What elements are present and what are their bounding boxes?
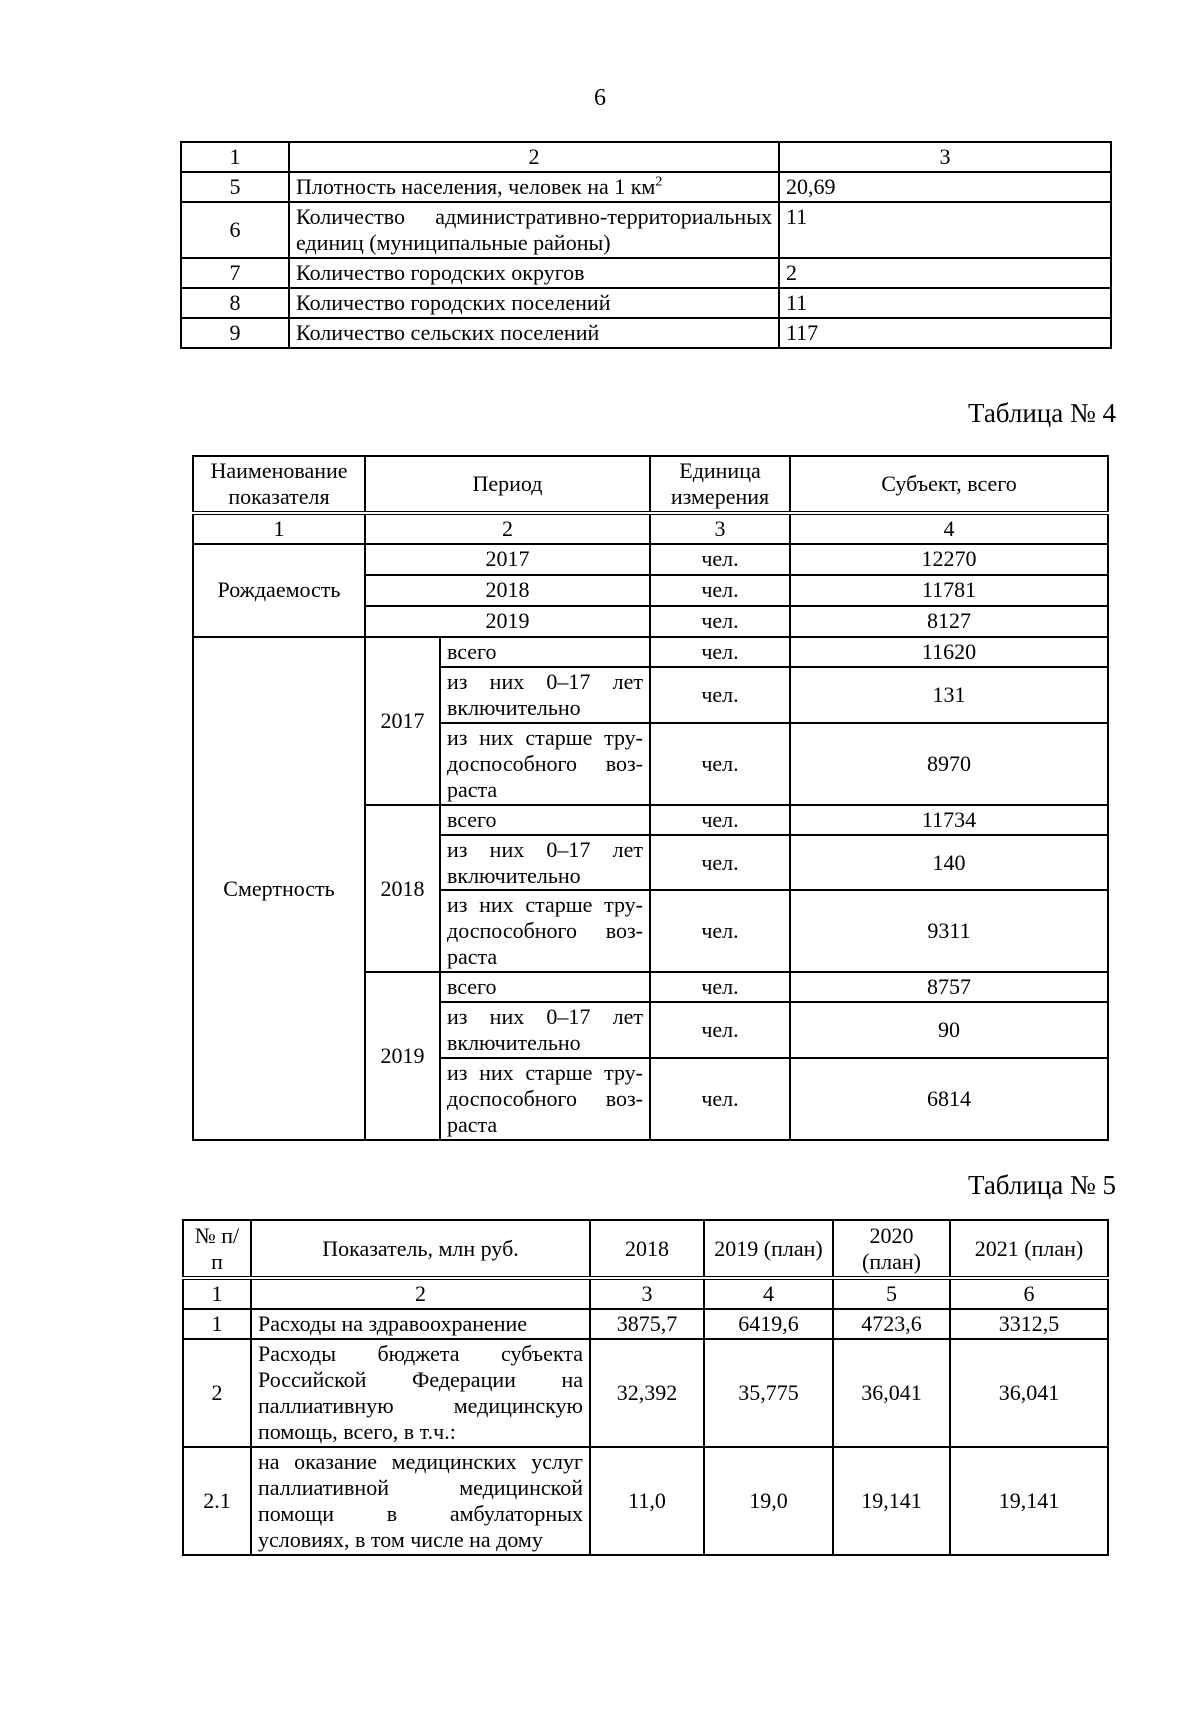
page-number: 6 xyxy=(594,85,606,111)
value-cell: 6814 xyxy=(790,1058,1108,1140)
row-number: 2.1 xyxy=(183,1447,251,1555)
col-number: 4 xyxy=(704,1278,833,1309)
unit-cell: чел. xyxy=(650,575,790,606)
table-row xyxy=(193,544,1108,575)
value-cell: 8970 xyxy=(790,723,1108,805)
value-cell: 19,141 xyxy=(833,1447,950,1555)
row-value: 11 xyxy=(779,288,1111,318)
row-label: Количество административно-территориальных единиц (муниципальные районы) xyxy=(289,202,779,258)
sub-label: из них старше тру-доспособного воз-раста xyxy=(440,890,650,972)
value-cell: 11781 xyxy=(790,575,1108,606)
table-row xyxy=(181,172,1111,202)
table-row xyxy=(181,318,1111,348)
value-cell: 36,041 xyxy=(833,1339,950,1447)
row-label: Расходы бюджета субъекта Российской Федерации на паллиативную медицинскую помощь, всего, в т.ч.: xyxy=(251,1339,590,1447)
row-value: 2 xyxy=(779,258,1111,288)
col-number: 1 xyxy=(183,1278,251,1309)
col-number: 3 xyxy=(650,513,790,544)
row-number: 8 xyxy=(181,288,289,318)
row-number: 7 xyxy=(181,258,289,288)
value-cell: 19,141 xyxy=(950,1447,1108,1555)
value-cell: 36,041 xyxy=(950,1339,1108,1447)
value-cell: 11,0 xyxy=(590,1447,704,1555)
table-row xyxy=(181,288,1111,318)
col-number: 1 xyxy=(181,142,289,172)
sub-label: всего xyxy=(440,972,650,1002)
unit-cell: чел. xyxy=(650,835,790,891)
table-4-caption: Таблица № 4 xyxy=(968,398,1116,428)
table-header-row xyxy=(181,142,1111,172)
unit-cell: чел. xyxy=(650,972,790,1002)
col-number: 2 xyxy=(365,513,650,544)
unit-cell: чел. xyxy=(650,890,790,972)
sub-label: из них 0–17 лет включительно xyxy=(440,667,650,723)
value-cell: 90 xyxy=(790,1002,1108,1058)
unit-cell: чел. xyxy=(650,805,790,835)
unit-cell: чел. xyxy=(650,1058,790,1140)
column-number-row xyxy=(193,513,1108,544)
superscript: 2 xyxy=(655,174,663,190)
table-5 xyxy=(182,1219,1109,1556)
indicator-label: Смертность xyxy=(193,637,365,1140)
header-cell: Наименование показателя xyxy=(193,456,365,513)
row-label: Количество городских поселений xyxy=(289,288,779,318)
sub-label: из них 0–17 лет включительно xyxy=(440,1002,650,1058)
row-number: 6 xyxy=(181,202,289,258)
sub-label: из них старше тру-доспособного воз-раста xyxy=(440,1058,650,1140)
header-cell: 2020 (план) xyxy=(833,1220,950,1278)
col-number: 6 xyxy=(950,1278,1108,1309)
table-row xyxy=(181,258,1111,288)
row-label: Количество городских округов xyxy=(289,258,779,288)
table-5-caption: Таблица № 5 xyxy=(968,1170,1116,1200)
period-cell: 2017 xyxy=(365,544,650,575)
header-cell: Показатель, млн руб. xyxy=(251,1220,590,1278)
table-header-row xyxy=(193,456,1108,513)
period-cell: 2019 xyxy=(365,606,650,637)
year-cell: 2018 xyxy=(365,805,440,973)
year-cell: 2017 xyxy=(365,637,440,805)
value-cell: 19,0 xyxy=(704,1447,833,1555)
table-row xyxy=(183,1447,1108,1555)
unit-cell: чел. xyxy=(650,1002,790,1058)
col-number: 5 xyxy=(833,1278,950,1309)
period-cell: 2018 xyxy=(365,575,650,606)
header-cell: Единица измерения xyxy=(650,456,790,513)
header-cell: Субъект, всего xyxy=(790,456,1108,513)
col-number: 2 xyxy=(251,1278,590,1309)
value-cell: 131 xyxy=(790,667,1108,723)
row-label: Количество сельских поселений xyxy=(289,318,779,348)
table-row xyxy=(183,1309,1108,1339)
table-header-row xyxy=(183,1220,1108,1278)
value-cell: 140 xyxy=(790,835,1108,891)
row-label: на оказание медицинских услуг паллиативной медицинской помощи в амбулаторных условиях, в том числе на дому xyxy=(251,1447,590,1555)
header-cell: 2021 (план) xyxy=(950,1220,1108,1278)
col-number: 3 xyxy=(779,142,1111,172)
value-cell: 11734 xyxy=(790,805,1108,835)
value-cell: 3875,7 xyxy=(590,1309,704,1339)
col-number: 1 xyxy=(193,513,365,544)
value-cell: 9311 xyxy=(790,890,1108,972)
row-number: 5 xyxy=(181,172,289,202)
column-number-row xyxy=(183,1278,1108,1309)
unit-cell: чел. xyxy=(650,544,790,575)
row-value: 20,69 xyxy=(779,172,1111,202)
table-row xyxy=(193,637,1108,667)
header-cell: 2018 xyxy=(590,1220,704,1278)
unit-cell: чел. xyxy=(650,667,790,723)
row-number: 1 xyxy=(183,1309,251,1339)
row-label: Расходы на здравоохранение xyxy=(251,1309,590,1339)
table-row xyxy=(183,1339,1108,1447)
table-continuation xyxy=(180,141,1112,349)
row-label: Плотность населения, человек на 1 $км^2$ xyxy=(289,172,779,202)
col-number: 4 xyxy=(790,513,1108,544)
table-row xyxy=(181,202,1111,258)
value-cell: 4723,6 xyxy=(833,1309,950,1339)
value-cell: 12270 xyxy=(790,544,1108,575)
row-value: 11 xyxy=(779,202,1111,258)
value-cell: 8127 xyxy=(790,606,1108,637)
value-cell: 11620 xyxy=(790,637,1108,667)
value-cell: 35,775 xyxy=(704,1339,833,1447)
sub-label: из них 0–17 лет включительно xyxy=(440,835,650,891)
unit-cell: чел. xyxy=(650,723,790,805)
value-cell: 32,392 xyxy=(590,1339,704,1447)
sub-label: всего xyxy=(440,805,650,835)
unit-cell: чел. xyxy=(650,637,790,667)
indicator-label: Рождаемость xyxy=(193,544,365,637)
sub-label: всего xyxy=(440,637,650,667)
value-cell: 6419,6 xyxy=(704,1309,833,1339)
year-cell: 2019 xyxy=(365,972,440,1140)
header-cell: Период xyxy=(365,456,650,513)
header-cell: № п/п xyxy=(183,1220,251,1278)
table-4 xyxy=(192,455,1109,1141)
row-number: 2 xyxy=(183,1339,251,1447)
col-number: 3 xyxy=(590,1278,704,1309)
header-cell: 2019 (план) xyxy=(704,1220,833,1278)
row-number: 9 xyxy=(181,318,289,348)
col-number: 2 xyxy=(289,142,779,172)
value-cell: 8757 xyxy=(790,972,1108,1002)
value-cell: 3312,5 xyxy=(950,1309,1108,1339)
row-value: 117 xyxy=(779,318,1111,348)
unit-cell: чел. xyxy=(650,606,790,637)
sub-label: из них старше тру-доспособного воз-раста xyxy=(440,723,650,805)
